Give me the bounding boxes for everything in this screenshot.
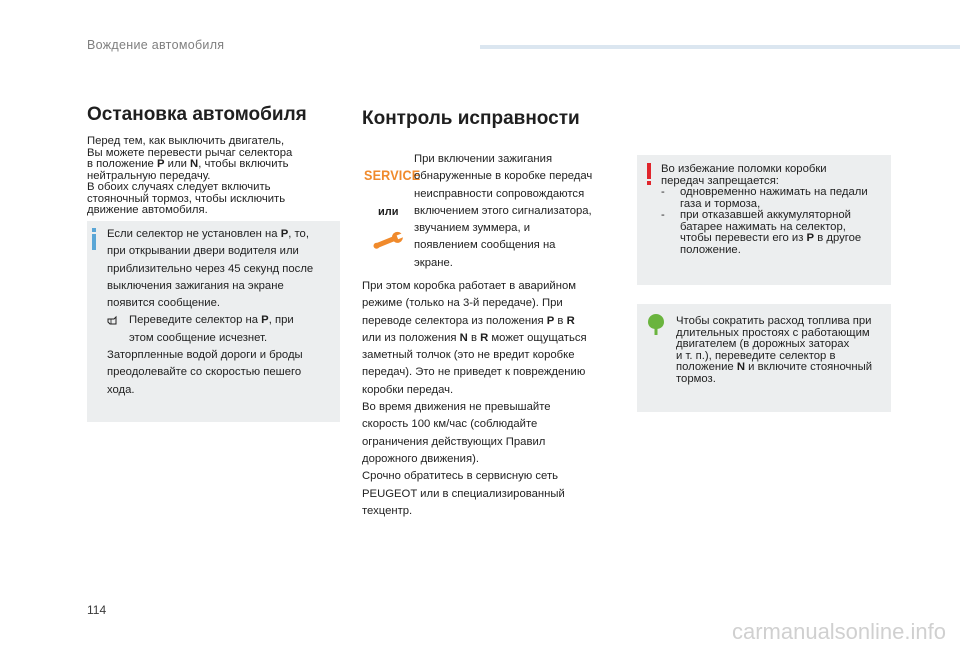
intro-line: нейтральную передачу. bbox=[87, 169, 211, 182]
wrench-icon bbox=[369, 230, 405, 257]
header-divider-bar bbox=[480, 45, 960, 49]
degraded-mode-text: При этом коробка работает в аварийном режиме (только на 3-й передаче). При переводе селектора из положения P в R или из положения N в R может ощущаться заметный толчок (это не вредит коробке передач). Это не приведет к повреждению коробки передач. Во время движения не превышайте скорость 100 км/час (соблюдайте ограничения действующих Правил дорожного движения). Срочно обратитесь в сервисную сеть PEUGEOT или в специализированный техцентр. bbox=[362, 280, 587, 517]
service-warning-icon: SERVICE bbox=[364, 167, 421, 183]
intro-line: В обоих случаях следует включить bbox=[87, 181, 271, 193]
info-line: преодолевайте со скоростью пешего bbox=[107, 366, 302, 379]
intro-line: Вы можете перевести рычаг селектора bbox=[87, 146, 293, 159]
info-line: приблизительно через 45 секунд после bbox=[107, 262, 314, 275]
hand-pointer-icon bbox=[107, 312, 129, 347]
warning-box-text: Во избежание поломки коробки передач запрещается: - одновременно нажимать на педали газа и тормоза, - при отказавшей аккумуляторной батарее нажимать на селектор, чтобы перевести его из P в другое положение. bbox=[661, 164, 887, 256]
intro-line: в положение P или N, чтобы включить bbox=[87, 158, 289, 170]
watermark: carmanualsonline.info bbox=[731, 619, 946, 644]
info-line: Если селектор не установлен на P, то, bbox=[107, 228, 309, 240]
section-header-title: Вождение автомобиля bbox=[87, 38, 225, 52]
or-label: или bbox=[378, 206, 399, 218]
warning-bullet: - при отказавшей аккумуляторной батарее нажимать на селектор, чтобы перевести его из P в другое положение. bbox=[661, 209, 862, 256]
eco-leaf-icon bbox=[644, 312, 668, 341]
info-line: Заторпленные водой дороги и броды bbox=[107, 349, 303, 362]
info-line: выключения зажигания на экране bbox=[107, 279, 284, 292]
warning-bullet: - одновременно нажимать на педали газа и тормоза, bbox=[661, 186, 868, 210]
indicator-description: При включении зажигания обнаруженные в коробке передач неисправности сопровождаются включением этого сигнализатора, звучанием зуммера, и появлением сообщения на экране. bbox=[414, 153, 593, 269]
intro-line: Перед тем, как выключить двигатель, bbox=[87, 135, 285, 147]
info-line: при открывании двери водителя или bbox=[107, 245, 299, 258]
action-bullet: Переведите селектор на P, при этом сообщение исчезнет. bbox=[107, 312, 339, 347]
info-box-text bbox=[107, 226, 339, 399]
intro-line: стояночный тормоз, чтобы исключить bbox=[87, 192, 286, 205]
stopping-intro-text bbox=[87, 136, 337, 217]
info-line: появится сообщение. bbox=[107, 297, 221, 310]
intro-line: движение автомобиля. bbox=[87, 204, 208, 216]
warning-exclamation-icon bbox=[647, 163, 651, 185]
page-number: 114 bbox=[87, 603, 107, 617]
eco-tip-text: Чтобы сократить расход топлива при длительных простоях с работающим двигателем (в дорожных заторах и т. п.), переведите селектор в положение N и включите стояночный тормоз. bbox=[676, 315, 873, 385]
info-icon bbox=[92, 228, 96, 250]
info-line: хода. bbox=[107, 383, 135, 396]
diagnostics-title: Контроль исправности bbox=[362, 108, 580, 129]
stopping-vehicle-title: Остановка автомобиля bbox=[87, 104, 307, 125]
